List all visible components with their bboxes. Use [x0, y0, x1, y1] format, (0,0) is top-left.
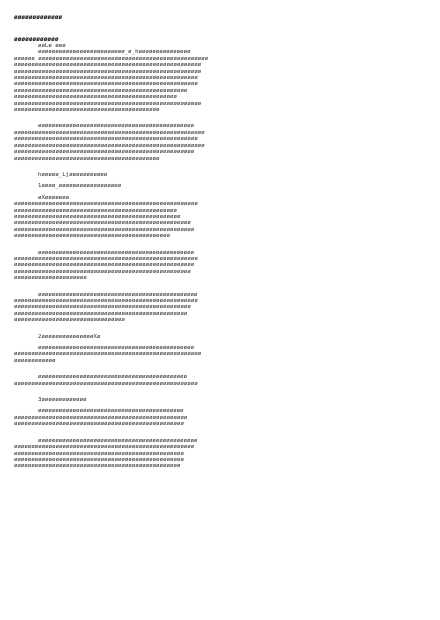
paragraph-gap [14, 364, 426, 374]
paragraph-gap [14, 113, 426, 123]
text-line: øøøøøøøøøøøøøøøøøøøøøøøøøøøøøøøøøøøøøøøøøøøøøøøøøøøø [14, 149, 195, 156]
document-title: øøøøøøøøøøøøø [14, 14, 63, 21]
text-line: øøøøøøøøøøøøøøøøøøøøøøøøøøøøøøøøøøøøøøøøøøøøøøøøøøø [14, 268, 191, 275]
text-line: øøøøøøøøøøøøøøøøøøøøøøøøøøøøøøøø [14, 317, 125, 324]
text-line: øøøøøøøøøøøøøøøøøøøøøøøøøøøøøøøøøøøøøøøøøøøøøøøøøøøøø [14, 81, 198, 88]
paragraph-start-line: 1øøøø_øøøøøøøøøøøøøøøøøø [38, 183, 122, 190]
paragraph-start-line: øøøøøøøøøøøøøøøøøøøøøøøøøøøøøøøøøøøøøøøøøøø [38, 374, 188, 381]
paragraph-start-line: øøøøøøøøøøøøøøøøøøøøøøøøø_ø_høøøøøøøøøøøøøøø [38, 49, 191, 56]
paragraph-gap [14, 387, 426, 397]
text-line: øøøøøøøøøøøøøøøøøøøøøøøøøøøøøøøøøøøøøøøøøøøøøøø [14, 94, 177, 101]
text-line: øøøøøøøøøøøøøøøøøøøøøøøøøøøøøøøøøøøøøøøøøøøøø [14, 233, 171, 240]
text-line: øøøøøøøøøøøøøøøøøøøøøøøøøøøøøøøøøøøøøøøøøøøøøøøøøøøøøø [14, 100, 202, 107]
text-line: øøøøøøøøøøøøøøøøøøøøøøøøøøøøøøøøøøøøøøøøøøøøøøøøøøø [14, 304, 191, 311]
text-line: øøøøøøøøøøøøøøøøøøøøøøøøøøøøøøøøøøøøøøøøøøøøøøøøøøøøø [14, 298, 198, 304]
paragraph-start-line: øXøøøøøøø [38, 194, 70, 201]
text-line: øøøøøøøøøøøøøøøøøøøøøøøøøøøøøøøøøøøøøøøøøøøøøøøøøøø [14, 220, 191, 227]
text-line: øøøøøøøøøøøø [14, 36, 59, 43]
text-line: øøøøøøøøøøøøøøøøøøøøøøøøøøøøøøøøøøøøøøøøøøøøøøøøøøøøøø [14, 351, 202, 358]
paragraph-start-line: øøøøøøøøøøøøøøøøøøøøøøøøøøøøøøøøøøøøøøøøøøøøø [38, 249, 195, 256]
text-line: øøøøøøøøøøøøøøøøøøøøøøøøøøøøøøøøøøøøøøøøøøøøøøøøøøøø [14, 444, 195, 451]
text-line: øøøøøøøøøøøøøøøøøøøøøøøøøøøøøøøøøøøøøøøøøøøøøøøø [14, 463, 181, 470]
paragraph-gap [14, 240, 426, 250]
text-line: øøøøøøøøøøøøøøøøøøøøøøøøøøøøøøøøøøøøøøøøøøøøøøøøø [14, 456, 184, 463]
text-line: øøøøøøøøøøøøøøøøøøøøøøøøøøøøøøøøøøøøøøøøøøøøøøøøø [14, 450, 184, 457]
paragraph-gap [14, 282, 426, 292]
text-line: øøøøøøøøøøøøøøøøøøøøøøøøøøøøøøøøøøøøøøøøøøøøøøøøøøøøø [14, 75, 198, 82]
text-line: øøøøøøøøøøøøøøøøøøøøøøøøøøøøøøøøøøøøøøøøøøøøøøø [14, 207, 177, 214]
paragraph-gap [14, 428, 426, 438]
text-line: øøøøøøøøøøøøøøøøøøøøøøøøøøøøøøøøøøøøøøøøøøøøøøøøøøøø [14, 226, 195, 233]
paragraph-gap [14, 162, 426, 172]
document-body [14, 36, 426, 470]
paragraph-start-line: øøøøøøøøøøøøøøøøøøøøøøøøøøøøøøøøøøøøøøøøøøøøø [38, 123, 195, 130]
paragraph-start-line: øøøøøøøøøøøøøøøøøøøøøøøøøøøøøøøøøøøøøøøøøøøøøø [38, 437, 198, 444]
paragraph-start-line: øøøøøøøøøøøøøøøøøøøøøøøøøøøøøøøøøøøøøøøøøø [38, 408, 184, 415]
paragraph-start-line: 3øøøøøøøøøøøøø [38, 397, 87, 404]
paragraph-start-line: øøLø øøø [38, 43, 66, 49]
text-line: øøøøøøøøøøøøøøøøøøøøøøøøøøøøøøøøøøøøøøøøøøøøøøøøøøøøøøø [14, 129, 205, 136]
text-line: øøøøøøøøøøøøøøøøøøøøøøøøøøøøøøøøøøøøøøøøøøøøøøøøøø [14, 310, 188, 317]
text-line: øøøøøøøøøøøøøøøøøøøøøøøøøøøøøøøøøøøøøøøøøøøøøøøøøø [14, 87, 188, 94]
text-line: øøøøøøøøøøøø [14, 357, 56, 364]
text-line: øøøøøøøøøøøøøøøøøøøøøøøøøøøøøøøøøøøøøøøøøø [14, 107, 160, 114]
paragraph-start-line: øøøøøøøøøøøøøøøøøøøøøøøøøøøøøøøøøøøøøøøøøøøøø [38, 345, 195, 352]
text-line: øøøøøøøøøøøøøøøøøøøøøøøøøøøøøøøøøøøøøøøøøøøøøøøøøøøøøø [14, 62, 202, 69]
text-line: øøøøøø øøøøøøøøøøøøøøøøøøøøøøøøøøøøøøøøøøøøøøøøøøøøøøøøø [14, 55, 209, 62]
text-line: øøøøøøøøøøøøøøøøøøøøøøøøøøøøøøøøøøøøøøøøøøøøøøøøøøøøøøø [14, 142, 205, 149]
text-line: øøøøøøøøøøøøøøøøøøøøø [14, 275, 87, 282]
text-line: øøøøøøøøøøøøøøøøøøøøøøøøøøøøøøøøøøøøøøøøøøøøøøøøøøøø [14, 262, 195, 269]
text-line: øøøøøøøøøøøøøøøøøøøøøøøøøøøøøøøøøøøøøøøøøøøøøøøøøø [14, 414, 188, 421]
paragraph-start-line: øøøøøøøøøøøøøøøøøøøøøøøøøøøøøøøøøøøøøøøøøøøøøø [38, 291, 198, 298]
paragraph-gap [14, 324, 426, 334]
text-line: øøøøøøøøøøøøøøøøøøøøøøøøøøøøøøøøøøøøøøøøøøøøøøøøøøøøø [14, 136, 198, 143]
text-line: øøøøøøøøøøøøøøøøøøøøøøøøøøøøøøøøøøøøøøøøøø [14, 155, 160, 162]
paragraph-start-line: høøøøø_Ljøøøøøøøøøøø [38, 171, 108, 178]
text-line: øøøøøøøøøøøøøøøøøøøøøøøøøøøøøøøøøøøøøøøøøøøøøøøøø [14, 421, 184, 428]
text-line: øøøøøøøøøøøøøøøøøøøøøøøøøøøøøøøøøøøøøøøøøøøøøøøøøøøøø [14, 201, 198, 208]
text-line: øøøøøøøøøøøøøøøøøøøøøøøøøøøøøøøøøøøøøøøøøøøøøøøø [14, 213, 181, 220]
paragraph-start-line: 2øøøøøøøøøøøøøøøXø [38, 333, 101, 340]
text-line: øøøøøøøøøøøøøøøøøøøøøøøøøøøøøøøøøøøøøøøøøøøøøøøøøøøøø [14, 380, 198, 387]
text-line: øøøøøøøøøøøøøøøøøøøøøøøøøøøøøøøøøøøøøøøøøøøøøøøøøøøøø [14, 255, 198, 262]
text-line: øøøøøøøøøøøøøøøøøøøøøøøøøøøøøøøøøøøøøøøøøøøøøøøøøøøøøø [14, 68, 202, 75]
